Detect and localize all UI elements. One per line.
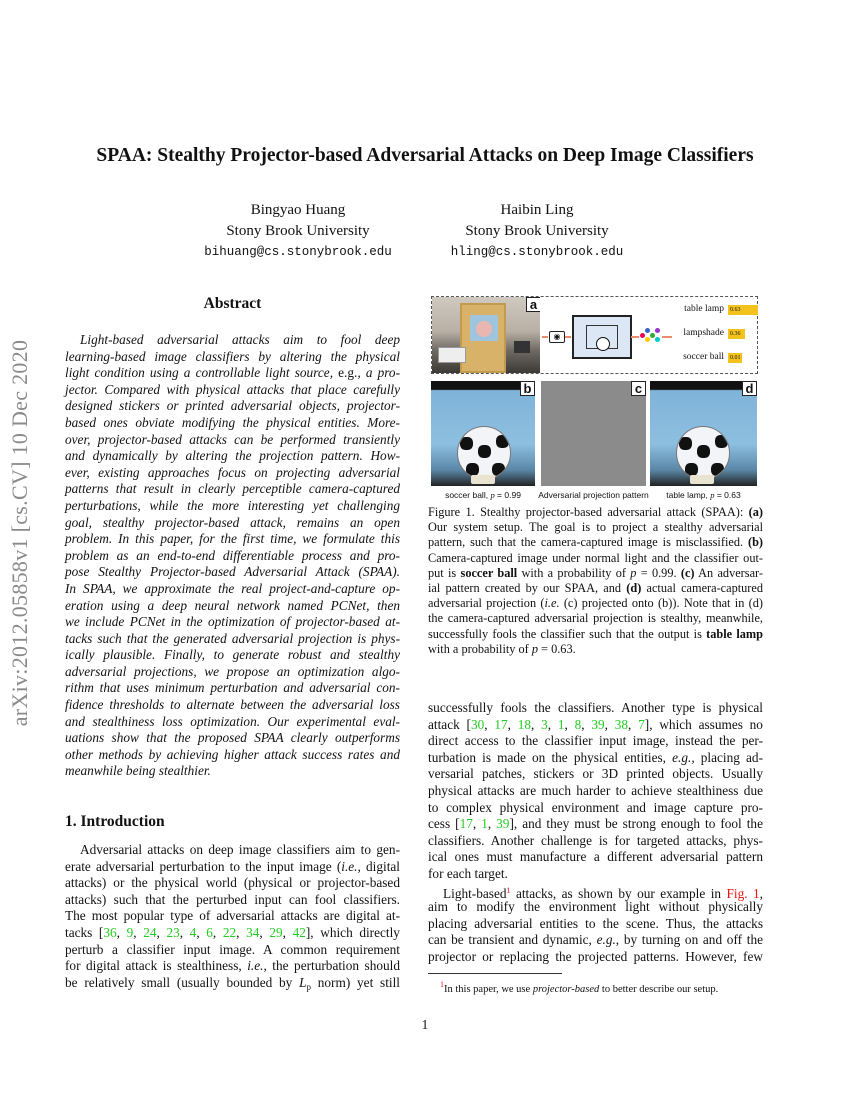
arxiv-stamp: arXiv:2012.05858v1 [cs.CV] 10 Dec 2020 <box>7 339 32 727</box>
text-line <box>428 596 763 611</box>
citation-link[interactable]: 18 <box>517 716 532 732</box>
footnote-marker[interactable]: 1 <box>506 885 511 895</box>
text: , <box>259 924 270 940</box>
text: light condition using a controllable light source, <box>65 365 339 381</box>
text-line <box>428 581 763 596</box>
text-line <box>65 925 400 942</box>
text: The most popular type of adversarial attacks are digital at- <box>65 908 400 924</box>
text: , <box>759 885 763 901</box>
text: to better describe our setup. <box>599 984 719 995</box>
text: An adversar- <box>694 565 763 580</box>
text: , <box>547 716 558 732</box>
text-line <box>428 717 763 734</box>
text-line <box>428 551 763 566</box>
text-line <box>65 581 400 598</box>
text: = 0.99 <box>494 490 521 500</box>
class-label: lampshade <box>683 328 724 338</box>
text: = 0.63. <box>537 641 576 656</box>
probability-value: 0.63 <box>730 307 741 313</box>
text-line <box>65 892 400 909</box>
citation-link[interactable]: 17 <box>459 816 473 832</box>
citation-link[interactable]: 42 <box>292 924 306 940</box>
text: attack [ <box>428 716 471 732</box>
text-line <box>428 733 763 750</box>
text-line <box>65 498 400 515</box>
citation-link[interactable]: 39 <box>496 816 510 832</box>
text: In this paper, we use <box>444 984 533 995</box>
text: projector or replacing the projected patterns. However, few <box>428 948 763 964</box>
projector-image <box>438 347 466 363</box>
introduction-body <box>65 842 400 991</box>
text: can be transient and dynamic, <box>428 932 597 948</box>
text: jector. Compared with physical attacks that place carefully <box>65 381 400 397</box>
text: , digital <box>357 858 400 874</box>
text-line <box>428 566 763 581</box>
text-line <box>65 548 400 565</box>
italic-text: projector-based <box>532 984 600 995</box>
text-line <box>428 783 763 800</box>
text: , <box>564 716 575 732</box>
text-line <box>428 750 763 767</box>
text-line <box>65 680 400 697</box>
text: actual camera-captured <box>641 580 763 595</box>
abstract-heading: Abstract <box>203 295 262 312</box>
text: , <box>156 924 167 940</box>
text: , <box>236 924 247 940</box>
subscript: p <box>306 981 311 992</box>
author-affiliation: Stony Brook University <box>226 223 370 239</box>
text-line <box>65 365 400 382</box>
author-name: Haibin Ling <box>500 202 574 218</box>
text-line <box>65 908 400 925</box>
text-line <box>428 627 763 642</box>
text-line <box>428 800 763 817</box>
italic-text: i.e. <box>247 958 264 974</box>
text-line <box>65 515 400 532</box>
text-line <box>65 958 400 975</box>
text: uations show that the proposed SPAA clearly outperforms <box>65 730 400 746</box>
text: to complex physical environment and image capture pro- <box>428 799 763 815</box>
text: ever, existing approaches focus on projecting adversarial <box>65 464 400 480</box>
text-line <box>428 849 763 866</box>
text: put is <box>428 565 461 580</box>
text-line <box>428 700 763 717</box>
text: ], which directly <box>305 924 400 940</box>
text-line <box>65 697 400 714</box>
text: tacks [ <box>65 924 104 940</box>
figure-panel-a <box>431 296 758 374</box>
figure-panel-b <box>431 381 535 486</box>
text: cess [ <box>428 816 460 832</box>
abstract-body <box>65 332 400 780</box>
text: Camera-captured image under normal light and the classifier out- <box>428 550 763 565</box>
math-symbol: p <box>630 565 637 580</box>
math-symbol: p <box>531 641 538 656</box>
text: , a pro- <box>357 365 400 381</box>
text: perturb a classifier input image. A common requirement <box>65 941 400 957</box>
text: successfully fools the classifiers. Another type is physical <box>428 700 763 715</box>
text: placing adversarial entities to the scene. Thus, the attacks <box>428 915 763 931</box>
citation-link[interactable]: 1 <box>557 716 565 732</box>
text: learning-based image classifiers by altering the physical <box>65 348 400 364</box>
bold-text: (a) <box>748 505 763 519</box>
text-line <box>428 833 763 850</box>
camera-image <box>514 341 530 353</box>
neural-network-icon <box>640 327 660 343</box>
text: e.g. <box>338 365 358 381</box>
text: (c) projected onto (b)). Note that in (d) <box>559 596 763 611</box>
text: Figure 1. Stealthy projector-based adversarial attack (SPAA): <box>428 505 749 519</box>
citation-link[interactable]: 6 <box>206 924 213 940</box>
footnote-divider <box>428 973 562 974</box>
text: over, projector-based attacks can be performed transiently <box>65 431 400 447</box>
bold-text: (c) <box>680 565 695 580</box>
probability-value: 0.01 <box>730 355 741 361</box>
bold-text: soccer ball <box>460 565 518 580</box>
citation-link[interactable]: 9 <box>126 924 134 940</box>
setup-photo <box>432 297 540 373</box>
text-line <box>65 875 400 892</box>
text-line <box>65 432 400 449</box>
text-line <box>440 977 770 994</box>
text: and stealthiness loss optimization. Our experimental eval- <box>65 713 400 729</box>
citation-link[interactable]: 8 <box>574 716 582 732</box>
text-line <box>65 332 400 349</box>
text: , by turning on and off the <box>615 932 764 948</box>
text: physical attacks are much harder to achieve stealthiness due <box>428 782 763 798</box>
text-line <box>65 730 400 747</box>
text: Adversarial attacks on deep image classifiers aim to gen- <box>80 842 400 857</box>
text: goal, stealthy projector-based attack, remains an open <box>65 514 400 530</box>
citation-link[interactable]: 23 <box>166 924 180 940</box>
panel-label-d: d <box>742 381 757 396</box>
text: tacks such that the generated adversarial projection is phys- <box>65 630 400 646</box>
bold-text: (b) <box>747 535 763 550</box>
text: Our system setup. The goal is to project a stealthy adversarial <box>428 520 763 535</box>
text: attacks, as shown by our example in <box>510 885 727 901</box>
text: , <box>133 924 144 940</box>
panel-label-c: c <box>631 381 646 396</box>
text: , <box>604 716 615 732</box>
italic-text: i.e. <box>544 596 560 611</box>
probability-value: 0.36 <box>730 331 741 337</box>
introduction-body-continued <box>428 700 763 966</box>
math-symbol: p <box>490 490 495 500</box>
text: rithm that uses minimum perturbation and adversarial con- <box>65 680 400 696</box>
figure-1-caption <box>428 505 763 657</box>
text-line <box>428 611 763 626</box>
text-line <box>428 520 763 535</box>
text-line <box>65 531 400 548</box>
text: successfully fools the classifier such that the output is <box>428 626 707 641</box>
text-line <box>428 505 763 520</box>
text-line <box>428 816 763 833</box>
text: In SPAA, we approximate the real project-and-capture op- <box>65 580 400 596</box>
text: table lamp, <box>666 490 711 500</box>
citation-link[interactable]: 17 <box>494 716 508 732</box>
citation-link[interactable]: 1 <box>481 816 488 832</box>
text-line <box>65 598 400 615</box>
text: , <box>282 924 293 940</box>
text: direct access to the classifier input image, instead the per- <box>428 733 763 749</box>
text: = 0.63 <box>714 490 741 500</box>
text-line <box>428 766 763 783</box>
text-line <box>65 349 400 366</box>
math-symbol: L <box>299 974 307 990</box>
paper-title: SPAA: Stealthy Projector-based Adversarial Attacks on Deep Image Classifiers <box>96 145 754 166</box>
text: be relatively small (usually bounded by <box>65 974 300 990</box>
text: ial pattern created by our SPAA, and <box>428 580 627 595</box>
author-affiliation: Stony Brook University <box>465 223 609 239</box>
text: , <box>212 924 223 940</box>
text-line <box>65 859 400 876</box>
text: eration using a deep neural network named PCNet, then <box>65 597 400 613</box>
text: pose Stealthy Projector-based Adversarial Attack (SPAA). <box>65 564 400 580</box>
text-line <box>65 763 400 780</box>
ball-stand <box>690 475 714 484</box>
text: other methods by achieving higher attack success rates and <box>65 746 400 762</box>
author-1 <box>198 200 398 263</box>
text: , <box>196 924 207 940</box>
text-line <box>65 631 400 648</box>
text: , the perturbation should <box>263 958 401 974</box>
text: classifiers. Another challenge is for targeted attacks, phys- <box>428 832 763 848</box>
soccer-ball-image <box>457 426 511 480</box>
panel-caption-b <box>431 490 535 500</box>
arrow-icon <box>631 336 639 338</box>
citation-link[interactable]: 39 <box>591 716 605 732</box>
class-label: soccer ball <box>683 352 724 362</box>
text: , placing ad- <box>691 749 763 765</box>
citation-link[interactable]: 30 <box>470 716 485 732</box>
citation-link[interactable]: 7 <box>638 716 645 732</box>
text: ], which assumes no <box>644 716 763 732</box>
text-line <box>65 942 400 959</box>
text: we include PCNet in the optimization of projector-based at- <box>65 614 400 630</box>
citation-link[interactable]: 4 <box>189 924 197 940</box>
text: = 0.99. <box>636 565 681 580</box>
text: , <box>116 924 127 940</box>
text: perturbations, while the more interesting yet challenging <box>65 497 400 513</box>
text: for digital attack is stealthiness, <box>65 958 248 974</box>
text-line <box>65 975 400 992</box>
figure-link[interactable]: Fig. 1 <box>726 885 760 901</box>
text: Light-based adversarial attacks aim to fool deep <box>80 332 400 347</box>
text: , <box>484 716 495 732</box>
bold-text: (d) <box>626 580 642 595</box>
text: problem as an end-to-end differentiable process and pro- <box>65 547 400 563</box>
text: ical ones must manufacture a different adversarial pattern <box>428 849 763 865</box>
text-line <box>428 866 763 883</box>
projection-screen-diagram <box>572 315 632 359</box>
text: designed stickers or printed adversarial objects, projector- <box>65 398 400 414</box>
citation-link[interactable]: 38 <box>614 716 629 732</box>
text: soccer ball, <box>445 490 491 500</box>
text: Light-based <box>443 885 507 901</box>
text: , <box>487 816 497 832</box>
figure-panel-d <box>650 381 757 486</box>
text-line <box>428 535 763 550</box>
text: with a probability of <box>428 641 532 656</box>
citation-link[interactable]: 22 <box>222 924 237 940</box>
text-line <box>428 932 763 949</box>
text: adversarial projections, we propose an optimization algo- <box>65 663 400 679</box>
text: fidence thresholds to alternate between the adversarial loss <box>65 697 400 713</box>
text-line <box>65 382 400 399</box>
citation-link[interactable]: 24 <box>143 924 157 940</box>
text: turbation is made on the physical entities, <box>428 749 673 765</box>
italic-text: e.g. <box>596 932 616 948</box>
author-name: Bingyao Huang <box>250 202 346 218</box>
page-number: 1 <box>421 1017 429 1032</box>
text: attacks) or the physical world (physical or projector-based <box>65 875 400 891</box>
text-line <box>65 398 400 415</box>
footnote <box>440 977 770 994</box>
text: , <box>531 716 542 732</box>
author-email: hling@cs.stonybrook.edu <box>450 245 624 259</box>
arrow-icon <box>542 336 548 338</box>
citation-link[interactable]: 29 <box>269 924 283 940</box>
panel-caption-d <box>650 490 757 500</box>
text-line <box>428 916 763 933</box>
text-line <box>428 642 763 657</box>
text: problem. In this paper, for the first time, we formulate this <box>65 531 400 547</box>
text: attacks) such that the perturbed input can fool classifiers. <box>65 891 400 907</box>
text-line <box>65 842 400 859</box>
panel-label-b: b <box>520 381 535 396</box>
arrow-icon <box>662 336 672 338</box>
arrow-icon <box>565 336 571 338</box>
citation-link[interactable]: 36 <box>103 924 117 940</box>
text: pattern, such that the camera-captured image is misclassified. <box>428 535 748 550</box>
panel-caption-c <box>536 490 651 500</box>
text: , <box>472 816 482 832</box>
text-line <box>65 614 400 631</box>
text-line <box>428 883 763 900</box>
bold-text: table lamp <box>706 626 763 641</box>
author-email: bihuang@cs.stonybrook.edu <box>204 245 392 259</box>
text: with a probability of <box>517 565 631 580</box>
soccer-ball-icon <box>596 337 610 351</box>
text-line <box>65 465 400 482</box>
math-symbol: p <box>710 490 715 500</box>
text: for each target. <box>428 865 508 881</box>
figure-panel-c <box>541 381 646 486</box>
text-line <box>65 714 400 731</box>
text: aim to modify the environment light without physically <box>428 899 763 915</box>
text-line <box>65 448 400 465</box>
text-line <box>65 647 400 664</box>
text: patterns that result in clearly perceptible camera-captured <box>65 481 400 497</box>
text: , <box>581 716 592 732</box>
text: , <box>179 924 190 940</box>
text: ically plausible. Finally, to generate robust and stealthy <box>65 647 400 663</box>
text-line <box>65 415 400 432</box>
panel-label-a: a <box>526 297 540 312</box>
text: the camera-captured adversarial projection is stealthy, meanwhile, <box>428 611 763 626</box>
text: , <box>628 716 639 732</box>
footnote-marker[interactable]: 1 <box>440 980 444 989</box>
text: ], and they must be strong enough to fool the <box>509 816 763 832</box>
camera-icon: ◉ <box>549 331 565 343</box>
ball-stand <box>471 475 495 484</box>
text-line <box>65 564 400 581</box>
citation-link[interactable]: 3 <box>541 716 548 732</box>
text-line <box>65 747 400 764</box>
text-line <box>65 481 400 498</box>
class-label: table lamp <box>684 304 724 314</box>
text: and dynamically by altering the projection pattern. How- <box>65 448 400 464</box>
section-heading-introduction: 1. Introduction <box>65 813 165 830</box>
text: Adversarial projection pattern <box>538 490 649 500</box>
italic-text: e.g. <box>672 749 692 765</box>
text: norm) yet still <box>311 974 400 990</box>
author-2 <box>437 200 637 263</box>
text: versarial patches, stickers or 3D printed objects. Usually <box>428 766 763 782</box>
text: based ones obviate modifying the physical entities. More- <box>65 414 400 430</box>
door-frame <box>460 303 506 373</box>
italic-text: i.e. <box>341 858 358 874</box>
text: meanwhile being stealthier. <box>65 763 211 779</box>
citation-link[interactable]: 34 <box>246 924 260 940</box>
text-line <box>428 949 763 966</box>
figure-1 <box>428 294 763 504</box>
text-line <box>65 664 400 681</box>
text: erate adversarial perturbation to the input image ( <box>65 858 342 874</box>
soccer-ball-image <box>676 426 730 480</box>
text: , <box>507 716 518 732</box>
text: adversarial projection ( <box>428 596 545 611</box>
text-line <box>428 899 763 916</box>
